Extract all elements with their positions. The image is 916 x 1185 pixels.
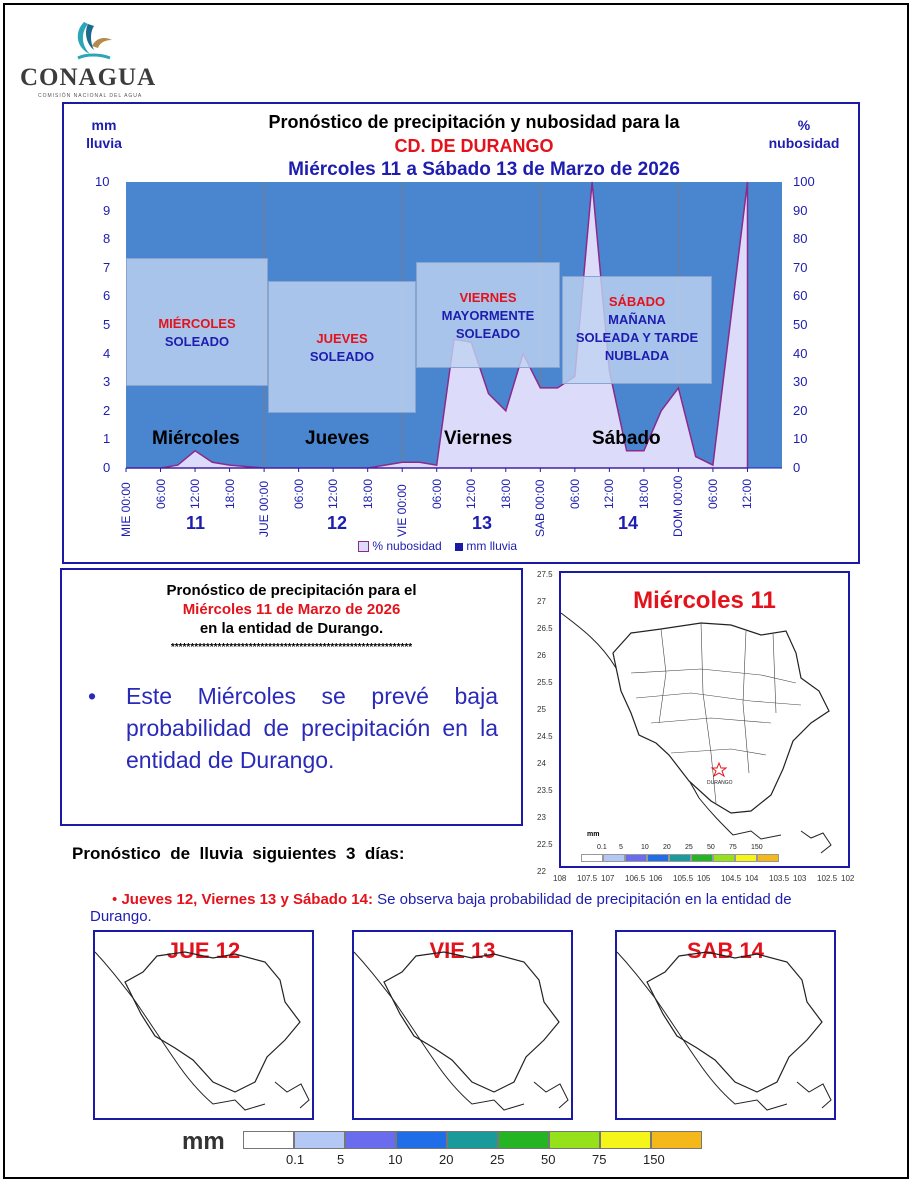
left-tick-label: 1 [103,431,111,447]
x-tick-label: 12:00 [740,478,755,509]
legend-cloud-label: % nubosidad [372,539,442,553]
chart-title-city: CD. DE DURANGO [394,136,554,156]
left-tick-label: 9 [103,202,111,218]
legend-value-label: 25 [490,1152,505,1167]
map-city-label: DURANGO [707,780,733,786]
right-tick-label: 70 [793,259,808,275]
x-tick-label: 06:00 [153,478,168,509]
legend-swatch [243,1131,294,1149]
mini-legend-swatch [625,854,647,862]
x-tick-label: 06:00 [291,478,306,509]
x-tick-label: 06:00 [567,478,582,509]
map-x-tick: 106.5 [625,874,646,883]
bullet-mark: • [112,891,118,908]
day-number-14: 14 [618,513,639,533]
left-tick-label: 7 [103,259,111,275]
mini-legend-swatch [757,854,779,862]
forecast-box-wednesday: MIÉRCOLES SOLEADO [126,258,268,386]
mini-legend-label: 5 [619,844,623,851]
legend-rain-swatch [455,543,463,551]
legend-value-label: 75 [592,1152,607,1167]
legend-swatch [498,1131,549,1149]
map-thursday-title: JUE 12 [166,938,241,963]
right-tick-label: 30 [793,374,808,390]
state-forecast-date: Miércoles 11 de Marzo de 2026 [182,601,401,618]
x-tick-label: 06:00 [705,478,720,509]
mini-legend-swatch [735,854,757,862]
x-tick-label: SAB 00:00 [533,479,548,537]
right-tick-label: 100 [793,174,815,189]
day-number-13: 13 [472,513,493,533]
legend-swatch [396,1131,447,1149]
left-tick-label: 4 [103,345,111,361]
mini-legend-swatch [669,854,691,862]
mini-legend-label: 75 [729,844,737,851]
map-x-tick: 103 [793,874,807,883]
logo-subtitle: COMISIÓN NACIONAL DEL AGUA [38,93,143,99]
mini-legend-label: 25 [685,844,693,851]
main-map-title: Miércoles 11 [633,587,776,614]
map-y-tick: 26.5 [537,624,553,633]
legend-value-label: 50 [541,1152,556,1167]
map-x-tick: 105.5 [673,874,694,883]
map-y-tick: 25 [537,705,546,714]
map-x-tick: 107 [601,874,615,883]
map-y-tick: 26 [537,651,546,660]
durango-municipal-map [561,573,848,866]
map-saturday-title: SAB 14 [686,938,765,963]
separator-stars: ************************************************************** [170,642,413,653]
map-thursday [93,930,314,1120]
legend-swatch [447,1131,498,1149]
legend-swatch [600,1131,651,1149]
mini-legend-swatch [647,854,669,862]
x-tick-label: DOM 00:00 [671,475,686,537]
mini-legend-label: 10 [641,844,649,851]
legend-swatch [651,1131,702,1149]
right-tick-label: 0 [793,460,801,475]
map-y-tick: 24 [537,759,546,768]
state-forecast-line3: en la entidad de Durango. [199,620,384,637]
left-tick-label: 2 [103,402,111,418]
bottom-legend-unit: mm [182,1128,225,1155]
day-number-12: 12 [327,513,348,533]
map-y-tick: 25.5 [537,678,553,687]
legend-cloud-swatch [358,541,369,552]
x-tick-label: 18:00 [498,478,513,509]
state-forecast-bullet: • Este Miércoles se prevé baja probabilidad de precipitación en la entidad de Durango. [88,680,498,776]
chart-title-line1: Pronóstico de precipitación y nubosidad para la [268,112,680,132]
bullet-dot: • [88,683,97,709]
map-x-tick: 103.5 [769,874,790,883]
map-saturday [615,930,836,1120]
outline-map-saturday [617,932,834,1118]
map-y-tick: 22.5 [537,840,553,849]
x-tick-label: 12:00 [326,478,341,509]
right-tick-label: 40 [793,345,808,361]
mini-legend-label: 150 [751,844,763,851]
logo-wordmark: CONAGUA [20,64,157,91]
forecast-box-thursday: JUEVES SOLEADO [268,281,416,413]
map-y-tick: 22 [537,867,546,876]
mini-legend-swatch [603,854,625,862]
map-x-tick: 105 [697,874,711,883]
chart-title-dates: Miércoles 11 a Sábado 13 de Marzo de 2026 [288,159,680,180]
map-legend-unit: mm [587,831,600,838]
map-x-tick: 104.5 [721,874,742,883]
next-days-text: Se observa baja probabilidad de precipitación en la entidad de Durango. [90,891,792,925]
chart-legend [358,539,517,553]
x-tick-label: 18:00 [360,478,375,509]
right-tick-label: 10 [793,431,808,447]
right-axis-label: % nubosidad [768,117,840,151]
day-name-friday: Viernes [444,428,513,449]
map-y-tick: 23 [537,813,546,822]
map-y-tick: 23.5 [537,786,553,795]
right-tick-label: 20 [793,402,808,418]
x-tick-label: 06:00 [429,478,444,509]
mini-legend-label: 50 [707,844,715,851]
mini-legend-swatch [691,854,713,862]
x-tick-label: 18:00 [636,478,651,509]
x-tick-label: JUE 00:00 [257,480,272,537]
forecast-box-friday: VIERNES MAYORMENTE SOLEADO [416,262,560,368]
map-x-tick: 102.5 [817,874,838,883]
day-name-saturday: Sábado [592,428,661,449]
left-tick-label: 6 [103,288,111,304]
left-tick-label: 10 [95,174,110,189]
next-days-heading: Pronóstico de lluvia siguientes 3 días: [72,844,405,863]
next-days-bullet [90,891,830,925]
outline-map-friday [354,932,571,1118]
left-tick-label: 8 [103,231,111,247]
outline-map-thursday [95,932,312,1118]
map-x-tick: 108 [553,874,567,883]
state-forecast-line1: Pronóstico de precipitación para el [166,582,417,599]
mini-legend-swatch [713,854,735,862]
x-tick-label: 18:00 [222,478,237,509]
x-tick-label: VIE 00:00 [395,484,410,537]
next-days-dates: Jueves 12, Viernes 13 y Sábado 14: [121,891,373,908]
right-tick-label: 90 [793,202,808,218]
legend-value-label: 0.1 [286,1152,305,1167]
left-tick-label: 5 [103,317,111,332]
map-x-tick: 102 [841,874,855,883]
right-tick-label: 80 [793,231,808,247]
main-map-panel [523,568,858,886]
day-name-thursday: Jueves [305,428,370,449]
day-name-wednesday: Miércoles [152,428,240,449]
map-x-tick: 107.5 [577,874,598,883]
mini-legend-label: 0.1 [597,844,607,851]
map-x-tick: 104 [745,874,759,883]
legend-value-label: 10 [388,1152,403,1167]
forecast-box-saturday: SÁBADO MAÑANA SOLEADA Y TARDE NUBLADA [562,276,712,384]
legend-value-label: 20 [439,1152,454,1167]
legend-swatch [549,1131,600,1149]
day-number-11: 11 [186,513,206,533]
mini-legend-swatch [581,854,603,862]
map-y-tick: 27 [537,597,546,606]
x-tick-label: 12:00 [188,478,203,509]
left-axis-label: mm lluvia [86,117,122,151]
left-tick-label: 0 [103,460,111,475]
map-x-tick: 106 [649,874,663,883]
map-friday-title: VIE 13 [429,938,496,963]
legend-value-label: 5 [337,1152,345,1167]
left-tick-label: 3 [103,374,111,390]
mini-legend-label: 20 [663,844,671,851]
x-tick-label: MIE 00:00 [119,482,133,537]
x-tick-label: 12:00 [602,478,617,509]
map-y-tick: 24.5 [537,732,553,741]
right-tick-label: 60 [793,288,808,304]
x-tick-label: 12:00 [464,478,479,509]
right-tick-label: 50 [793,317,808,332]
legend-rain-label: mm lluvia [466,539,518,553]
state-forecast-panel [60,568,523,826]
main-map-frame [559,571,850,868]
legend-value-label: 150 [643,1152,665,1167]
map-friday [352,930,573,1120]
legend-swatch [294,1131,345,1149]
map-y-tick: 27.5 [537,570,553,579]
legend-swatch [345,1131,396,1149]
